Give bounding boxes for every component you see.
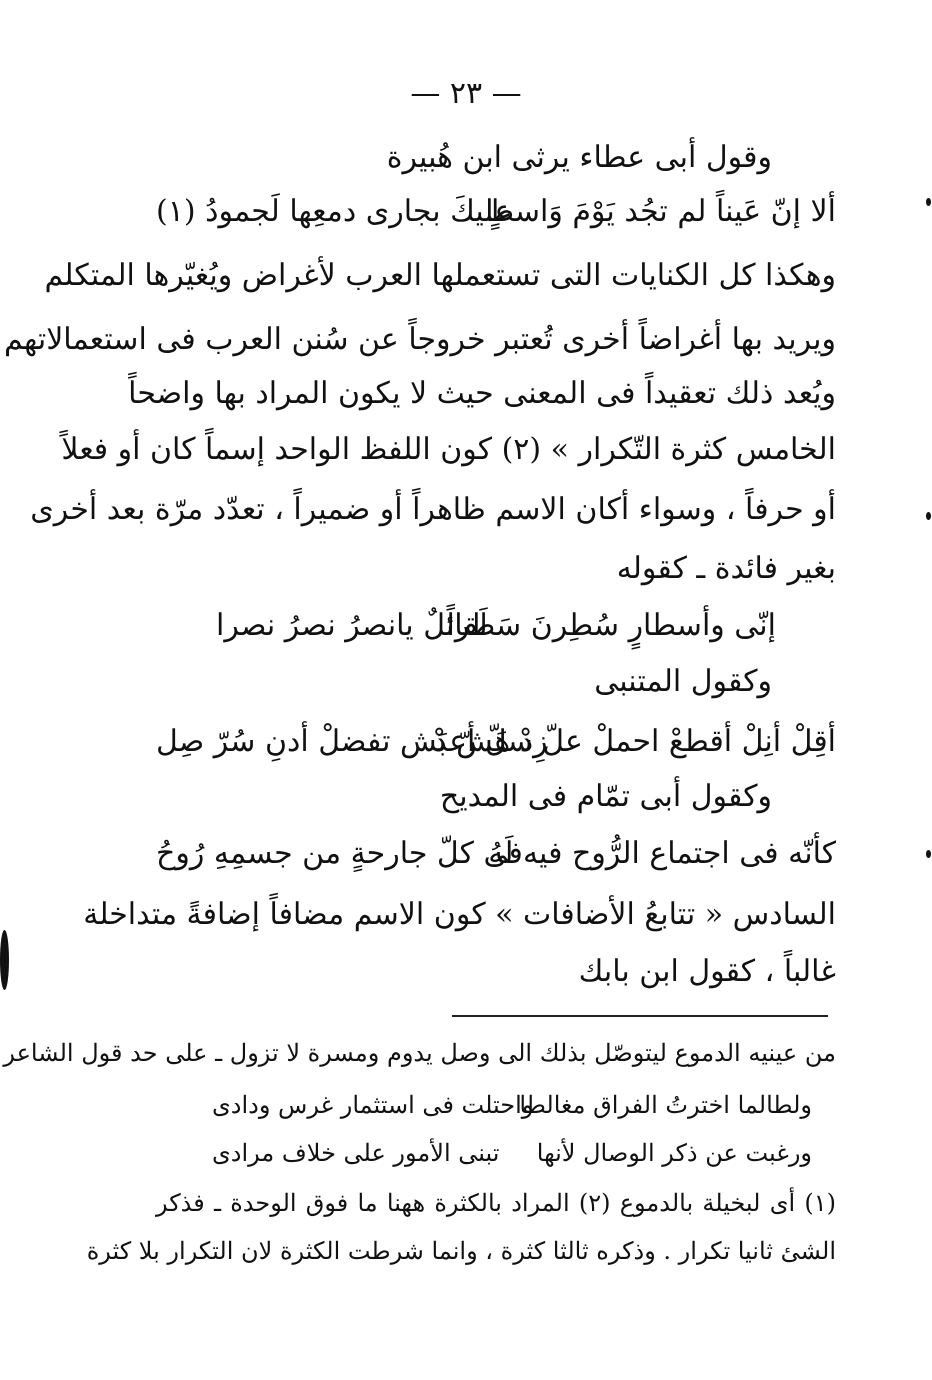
paragraph-line: غالباً ، كقول ابن بابك [578,954,836,989]
footnote-verse-2 [212,1136,812,1170]
footnote-verse-1-second-hemistich: واحتلت فى استثمار غرس ودادى [212,1091,534,1119]
verse-3-second-hemistich: زِدْ هَشّ بَش تفضلْ أدنِ سُرّ صِل [156,724,548,759]
footnote-line: (١) أى لبخيلة بالدموع (٢) المراد بالكثرة ههنا ما فوق الوحدة ـ فذكر [156,1189,836,1217]
section-six-heading-line: السادس « تتابعُ الأضافات » كون الاسم مضافاً إضافةً متداخلة [83,897,836,932]
scan-edge-mark [926,850,931,858]
verse-1-second-hemistich: عليكَ بجارى دمعِها لَجمودُ (١) [156,194,513,229]
verse-2-first-hemistich: إنّى وأسطارٍ سُطِرنَ سَطراً [446,608,776,643]
intro-line: وقول أبى عطاء يرثى ابن هُبيرة [386,140,772,175]
scan-edge-mark [926,198,931,206]
verse-4 [156,834,836,874]
scan-edge-mark [0,930,9,990]
intro-line: وكقول المتنبى [594,664,772,699]
footnote-verse-1-first-hemistich: ولطالما اخترتُ الفراق مغالطا [519,1091,812,1119]
verse-1-first-hemistich: ألا إنّ عَيناً لم تجُد يَوْمَ وَاسطٍ [486,194,836,229]
scan-edge-mark [926,512,931,520]
footnote-separator [452,1015,828,1017]
paragraph-line: ويُعد ذلك تعقيداً فى المعنى حيث لا يكون المراد بها واضحاً [128,376,836,411]
verse-1 [156,192,836,232]
footnote-verse-2-first-hemistich: ورغبت عن ذكر الوصال لأنها [536,1139,812,1167]
verse-2 [156,606,836,646]
verse-4-second-hemistich: فى كلّ جارحةٍ من جسمِهِ رُوحُ [156,836,523,871]
paragraph-line: بغير فائدة ـ كقوله [616,551,836,586]
paragraph-line: ويريد بها أغراضاً أخرى تُعتبر خروجاً عن سُنن العرب فى استعمالاتهم [4,322,836,357]
verse-2-second-hemistich: لَقائلٌ يانصرُ نصرُ نصرا [216,608,488,643]
paragraph-line: أو حرفاً ، وسواء أكان الاسم ظاهراً أو ضميراً ، تعدّد مرّة بعد أخرى [30,492,836,527]
section-five-heading-line: الخامس كثرة التّكرار » (٢) كون اللفظ الواحد إسماً كان أو فعلاً [61,432,836,467]
footnote-verse-1 [212,1088,812,1122]
footnote-line: الشئ ثانيا تكرار . وذكره ثالثا كثرة ، وانما شرطت الكثرة لان التكرار بلا كثرة [86,1237,836,1265]
verse-3-first-hemistich: أقِلْ أنِلْ أقطعْ احملْ علّ سلّ أعدْ [433,724,836,759]
footnote-verse-2-second-hemistich: تبنى الأمور على خلاف مرادى [212,1139,500,1167]
paragraph-line: وهكذا كل الكنايات التى تستعملها العرب لأغراض ويُغيّرها المتكلم [44,258,836,293]
intro-line: وكقول أبى تمّام فى المديح [439,779,772,814]
verse-3 [156,722,836,762]
footnote-line: من عينيه الدموع ليتوصّل بذلك الى وصل يدوم ومسرة لا تزول ـ على حد قول الشاعر [3,1039,836,1067]
verse-4-first-hemistich: كأنّه فى اجتماع الرُّوح فيه لَهُ [488,836,836,871]
page-number: — ٢٣ — [410,76,522,111]
